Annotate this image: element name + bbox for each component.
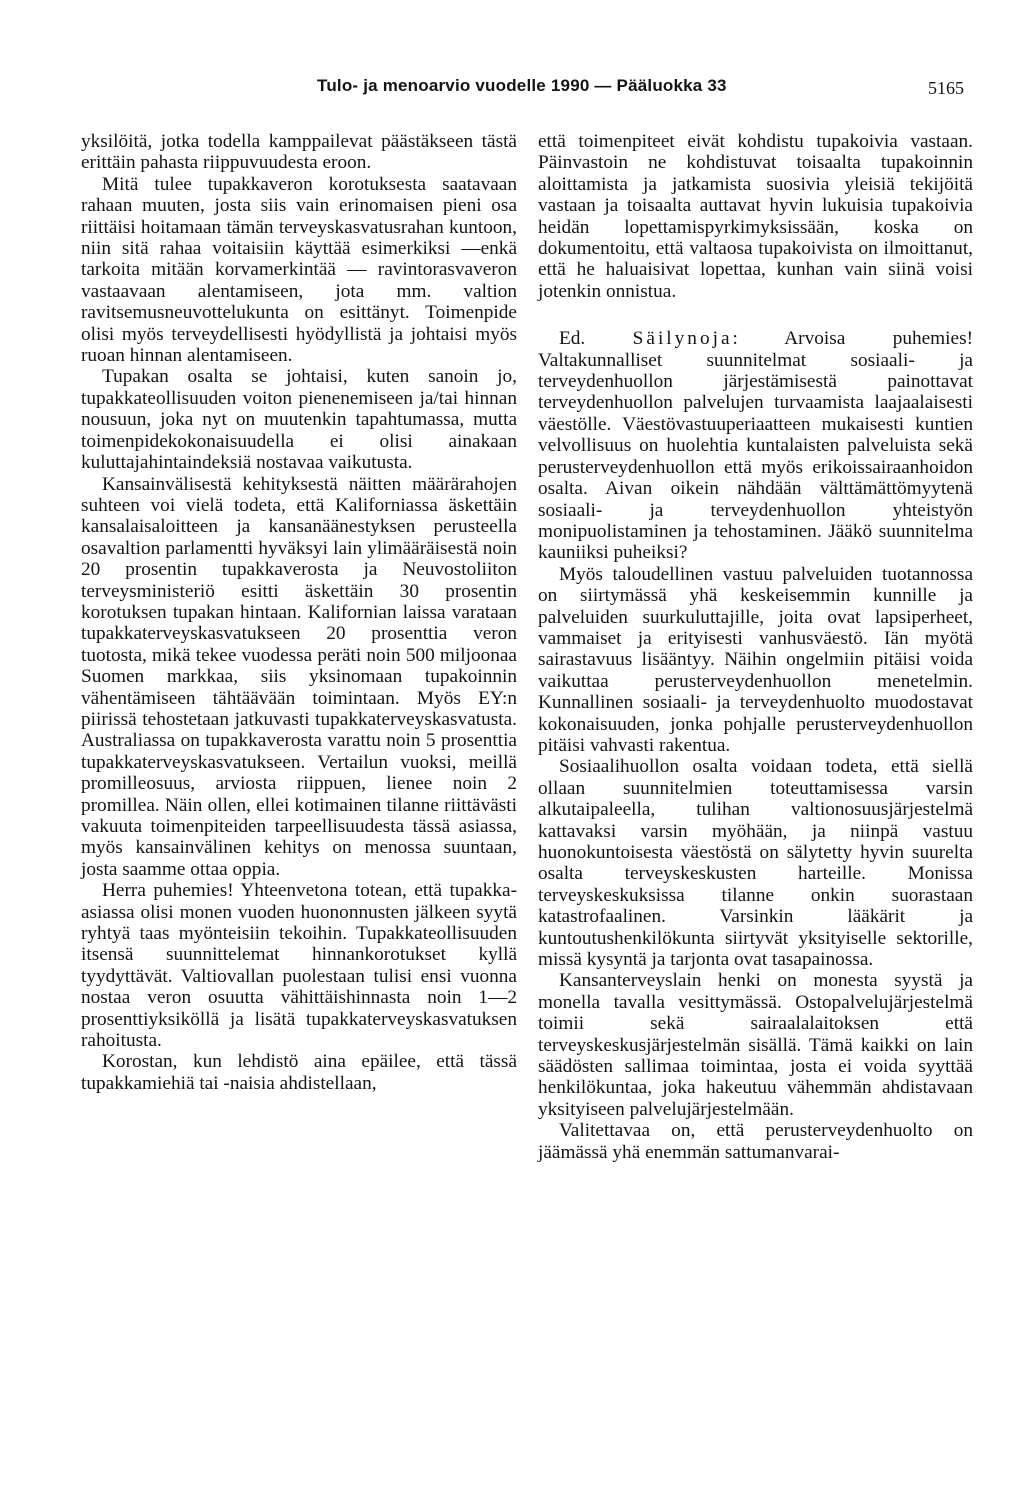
paragraph: Kansainvälisestä kehityksestä näitten määrärahojen suhteen voi vielä todeta, että Kaliforniassa äskettäin kansalaisaloitteen ja kansanäänestyksen perusteella osavaltion parlamentti hyväksyi lain ylimääräisestä noin 20 prosentin tupakkaverosta ja Neuvostoliiton terveysministeriö esitti äskettäin 30 prosentin korotuksen tupakan hintaan. Kalifornian laissa varataan tupakkaterveyskasvatukseen 20 prosenttia veron tuotosta, mikä tekee vuodessa peräti noin 500 miljoonaa Suomen markkaa, siis yksinomaan tupakoinnin vähentämiseen tähtäävään toimintaan. Myös EY:n piirissä tehostetaan jatkuvasti tupakkaterveyskasvatusta. Australiassa on tupakkaverosta varattu noin 5 prosenttia tupakkaterveyskasvatukseen. Vertailun vuoksi, meillä promilleosuus, arviosta riippuen, lienee noin 2 promillea. Näin ollen, ellei kotimainen tilanne riittävästi vakuuta toimenpiteiden tarpeellisuudesta tässä asiassa, myös kansainvälinen kehitys on menossa suuntaan, josta saamme ottaa oppia.	[81, 473, 517, 880]
paragraph: Sosiaalihuollon osalta voidaan todeta, että siellä ollaan suunnitelmien toteuttamisessa varsin alkutaipaleella, tulihan valtionosuusjärjestelmä kattavaksi varsin myöhään, ja niinpä vastuu huonokuntoisesta väestöstä on sälytetty hyvin suurelta osalta terveyskeskusten harteille. Monissa terveyskeskuksissa tilanne onkin suorastaan katastrofaalinen. Varsinkin lääkärit ja kuntoutushenkilökunta siirtyvät yksityiselle sektorille, missä kysyntä ja tarjonta ovat tasapainossa.	[538, 756, 973, 971]
speech-prefix: Ed.	[559, 328, 633, 350]
paragraph: yksilöitä, jotka todella kamppailevat päästäkseen tästä erittäin pahasta riippuvuudesta eroon.	[81, 131, 517, 174]
paragraph: Valitettavaa on, että perusterveydenhuolto on jäämässä yhä enemmän sattumanvarai-	[538, 1120, 973, 1163]
paragraph: Mitä tulee tupakkaveron korotuksesta saatavaan rahaan muuten, josta siis vain erinomaisen pieni osa riittäisi hoitamaan tämän terveyskasvatusrahan kuntoon, niin sitä rahaa voitaisiin käyttää esimerkiksi —enkä tarkoita mitään korvamerkintää — ravintorasvaveron vastaavaan alentamiseen, jota mm. valtion ravitsemusneuvottelukunta on esittänyt. Toimenpide olisi myös terveydellisesti hyödyllistä ja johtaisi myös ruoan hinnan alentamiseen.	[81, 173, 517, 367]
right-column	[538, 131, 973, 1163]
paragraph: Korostan, kun lehdistö aina epäilee, että tässä tupakkamiehiä tai -naisia ahdistellaan,	[81, 1051, 517, 1094]
speech-paragraph	[538, 328, 973, 563]
page-number: 5165	[928, 78, 964, 98]
paragraph: Herra puhemies! Yhteenvetona totean, että tupakka-asiassa olisi monen vuoden huononnusten jälkeen syytä ryhtyä taas myönteisiin tekoihin. Tupakkateollisuuden itsensä suunnittelemat hinnankorotukset kyllä tyydyttävät. Valtiovallan puolestaan tulisi ensi vuonna nostaa veron osuutta vähittäishinnasta noin 1—2 prosenttiyksiköllä ja lisätä tupakkaterveyskasvatuksen rahoitusta.	[81, 880, 517, 1052]
left-column	[81, 131, 517, 1094]
paragraph: Tupakan osalta se johtaisi, kuten sanoin jo, tupakkateollisuuden voiton pienenemiseen ja/tai hinnan nousuun, joka nyt on muutenkin tapahtumassa, mutta toimenpidekokonaisuudella ei olisi ainakaan kuluttajahintaindeksiä nostavaa vaikutusta.	[81, 366, 517, 474]
speech-text: : Arvoisa puhemies! Valtakunnalliset suunnitelmat sosiaali- ja terveydenhuollon järjestämisestä painottavat terveydenhuollon palvelujen turvaamista laajaalaisesti väestölle. Väestövastuuperiaatteen mukaisesti kuntien velvollisuus on huolehtia kuntalaisten palveluista sekä perusterveydenhuollon että myös erikoissairaanhoidon osalta. Aivan oikein nähdään välttämättömyytenä sosiaali- ja terveydenhuollon yhteistyön monipuolistaminen ja tehostaminen. Jääkö suunnitelma kauniiksi puheiksi?	[538, 328, 974, 564]
page-header	[80, 76, 964, 100]
paragraph: että toimenpiteet eivät kohdistu tupakoivia vastaan. Päinvastoin ne kohdistuvat toisaalta tupakoinnin aloittamista ja jatkamista suosivia yleisiä tekijöitä vastaan ja toisaalta auttavat hyvin lukuisia tupakoivia heidän lopettamispyrkimyksissään, koska on dokumentoitu, että valtaosa tupakoivista on ilmoittanut, että he haluaisivat lopettaa, kunhan vain siinä voisi jotenkin onnistua.	[538, 131, 973, 302]
running-head: Tulo- ja menoarvio vuodelle 1990 — Pääluokka 33	[317, 76, 727, 95]
speaker-name: Säilynoja	[632, 328, 733, 350]
paragraph: Kansanterveyslain henki on monesta syystä ja monella tavalla vesittymässä. Ostopalvelujärjestelmä toimii sekä sairaalalaitoksen että terveyskeskusjärjestelmän sisällä. Tämä kaikki on lain säädösten sallimaa toimintaa, josta ei voida syyttää henkilökuntaa, joka hakeutuu vähemmän ahdistavaan yksityiseen palvelujärjestelmään.	[538, 970, 973, 1120]
paragraph: Myös taloudellinen vastuu palveluiden tuotannossa on siirtymässä yhä keskeisemmin kunnille ja palveluiden suurkuluttajille, joita ovat lapsiperheet, vammaiset ja erityisesti vanhusväestö. Iän myötä sairastavuus lisääntyy. Näihin ongelmiin pitäisi voida vaikuttaa perusterveydenhuollon menetelmin. Kunnallinen sosiaali- ja terveydenhuolto muodostavat kokonaisuuden, jonka pohjalle perusterveydenhuollon pitäisi vahvasti rakentua.	[538, 563, 973, 756]
